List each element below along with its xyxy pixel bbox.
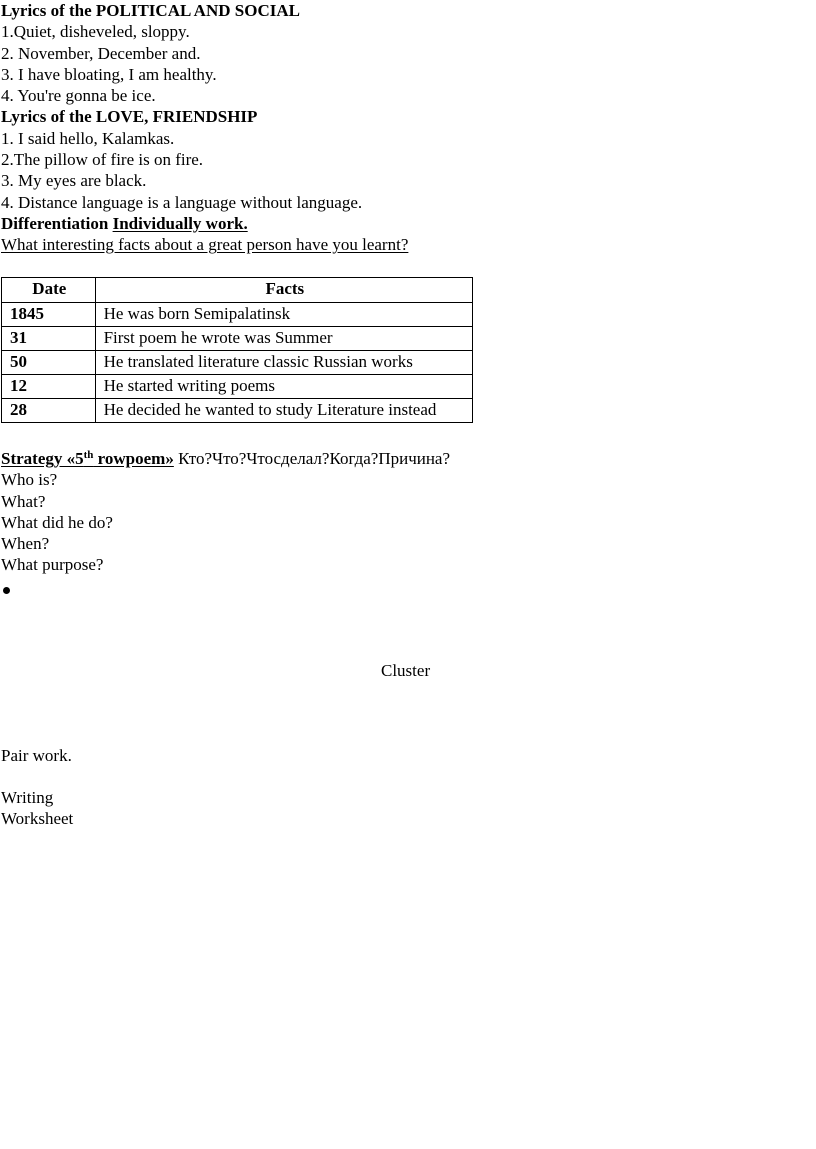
facts-header: Facts — [95, 278, 472, 303]
love-item-4: 4. Distance language is a language without language. — [1, 192, 363, 212]
love-item-3: 3. My eyes are black. — [1, 171, 147, 191]
fact-cell: He was born Semipalatinsk — [95, 303, 472, 327]
love-friendship-heading: Lyrics of the LOVE, FRIENDSHIP — [1, 107, 258, 127]
question-who: Who is? — [1, 470, 58, 490]
date-cell: 28 — [2, 399, 96, 423]
fact-cell: First poem he wrote was Summer — [95, 327, 472, 351]
strategy-suffix: rowpoem» — [93, 449, 174, 468]
individual-work-label: Individually work. — [112, 213, 248, 233]
date-cell: 12 — [2, 375, 96, 399]
writing-section — [1, 787, 73, 830]
political-social-section — [1, 0, 408, 256]
fact-cell: He decided he wanted to study Literature instead — [95, 399, 472, 423]
pair-work-label: Pair work. — [1, 746, 72, 765]
question-purpose: What purpose? — [1, 555, 104, 575]
political-item-3: 3. I have bloating, I am healthy. — [1, 64, 217, 84]
differentiation-label: Differentiation — [1, 213, 109, 233]
question-when: When? — [1, 534, 50, 554]
strategy-prefix: Strategy «5 — [1, 449, 84, 468]
table-row — [2, 375, 473, 399]
political-item-1: 1.Quiet, disheveled, sloppy. — [1, 22, 190, 42]
facts-table — [1, 277, 473, 423]
date-cell: 1845 — [2, 303, 96, 327]
love-item-2: 2.The pillow of fire is on fire. — [1, 150, 204, 170]
love-item-1: 1. I said hello, Kalamkas. — [1, 128, 175, 148]
table-row — [2, 351, 473, 375]
fact-cell: He translated literature classic Russian works — [95, 351, 472, 375]
table-row — [2, 399, 473, 423]
political-item-4: 4. You're gonna be ice. — [1, 86, 156, 106]
question-what: What? — [1, 491, 46, 511]
date-cell: 50 — [2, 351, 96, 375]
strategy-sup: th — [83, 449, 94, 461]
question-what-did: What did he do? — [1, 512, 113, 532]
fact-cell: He started writing poems — [95, 375, 472, 399]
writing-label: Writing — [1, 788, 54, 807]
political-social-heading: Lyrics of the POLITICAL AND SOCIAL — [1, 1, 300, 20]
table-row — [2, 327, 473, 351]
differentiation-line — [1, 213, 408, 234]
facts-question: What interesting facts about a great person have you learnt? — [1, 235, 409, 255]
date-cell: 31 — [2, 327, 96, 351]
table-header-row — [2, 278, 473, 303]
strategy-section — [1, 448, 450, 576]
bullet-icon — [3, 587, 10, 594]
strategy-title — [1, 449, 174, 468]
political-item-2: 2. November, December and. — [1, 43, 201, 63]
worksheet-label: Worksheet — [1, 809, 74, 829]
cluster-label: Cluster — [381, 661, 431, 680]
table-row — [2, 303, 473, 327]
strategy-russian: Кто?Что?Чтосделал?Когда?Причина? — [173, 449, 451, 468]
strategy-line — [1, 448, 450, 469]
date-header: Date — [2, 278, 96, 303]
